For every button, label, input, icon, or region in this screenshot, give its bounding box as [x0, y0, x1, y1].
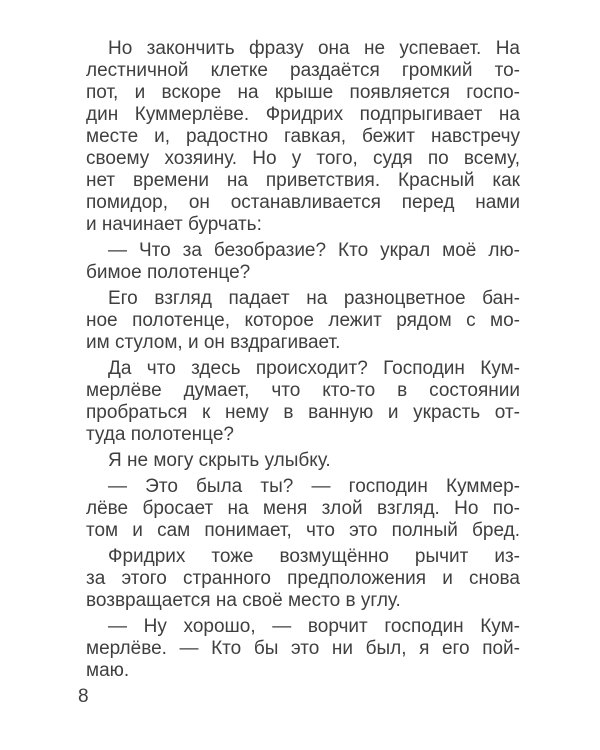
- text-line: пот, и вскоре на крыше появляется госпо-: [86, 82, 520, 103]
- paragraph-1: [86, 38, 520, 236]
- text-line: помидор, он останавливается перед нами: [86, 192, 520, 213]
- text-line: лестничной клетке раздаётся громкий то-: [86, 60, 520, 81]
- text-line: нет времени на приветствия. Красный как: [86, 170, 520, 191]
- page-text: [86, 38, 520, 686]
- text-line: и начинает бурчать:: [86, 214, 262, 235]
- text-line: Но закончить фразу она не успевает. На: [108, 38, 520, 59]
- page-number: 8: [78, 686, 89, 707]
- text-line: им стулом, и он вздрагивает.: [86, 332, 341, 353]
- paragraph-4: [86, 358, 520, 446]
- text-line: за этого странного предположения и снова: [86, 568, 520, 589]
- paragraph-7: [86, 546, 520, 612]
- text-line: Его взгляд падает на разноцветное бан-: [108, 288, 520, 309]
- text-line: бимое полотенце?: [86, 262, 251, 283]
- paragraph-5: [86, 450, 520, 472]
- text-line: Я не могу скрыть улыбку.: [108, 450, 331, 471]
- paragraph-3: [86, 288, 520, 354]
- text-line: своему хозяину. Но у того, судя по всему,: [86, 148, 520, 169]
- text-line: Фридрих тоже возмущённо рычит из-: [108, 546, 520, 567]
- text-line: — Что за безобразие? Кто украл моё лю-: [108, 240, 520, 261]
- text-line: месте и, радостно гавкая, бежит навстречу: [86, 126, 520, 147]
- text-line: ное полотенце, которое лежит рядом с мо-: [86, 310, 520, 331]
- text-line: дин Куммерлёве. Фридрих подпрыгивает на: [86, 104, 520, 125]
- paragraph-6: [86, 476, 520, 542]
- paragraph-8: [86, 616, 520, 682]
- text-line: маю.: [86, 660, 130, 681]
- paragraph-2: [86, 240, 520, 284]
- text-line: пробраться к нему в ванную и украсть от-: [86, 402, 520, 423]
- text-line: туда полотенце?: [86, 424, 234, 445]
- text-line: лёве бросает на меня злой взгляд. Но по-: [86, 498, 520, 519]
- text-line: возвращается на своё место в углу.: [86, 590, 401, 611]
- text-line: — Ну хорошо, — ворчит господин Кум-: [108, 616, 520, 637]
- text-line: Да что здесь происходит? Господин Кум-: [108, 358, 520, 379]
- text-line: — Это была ты? — господин Куммер-: [108, 476, 520, 497]
- text-line: том и сам понимает, что это полный бред.: [86, 520, 520, 541]
- text-line: мерлёве. — Кто бы это ни был, я его пой-: [86, 638, 520, 659]
- text-line: мерлёве думает, что кто-то в состоянии: [86, 380, 520, 401]
